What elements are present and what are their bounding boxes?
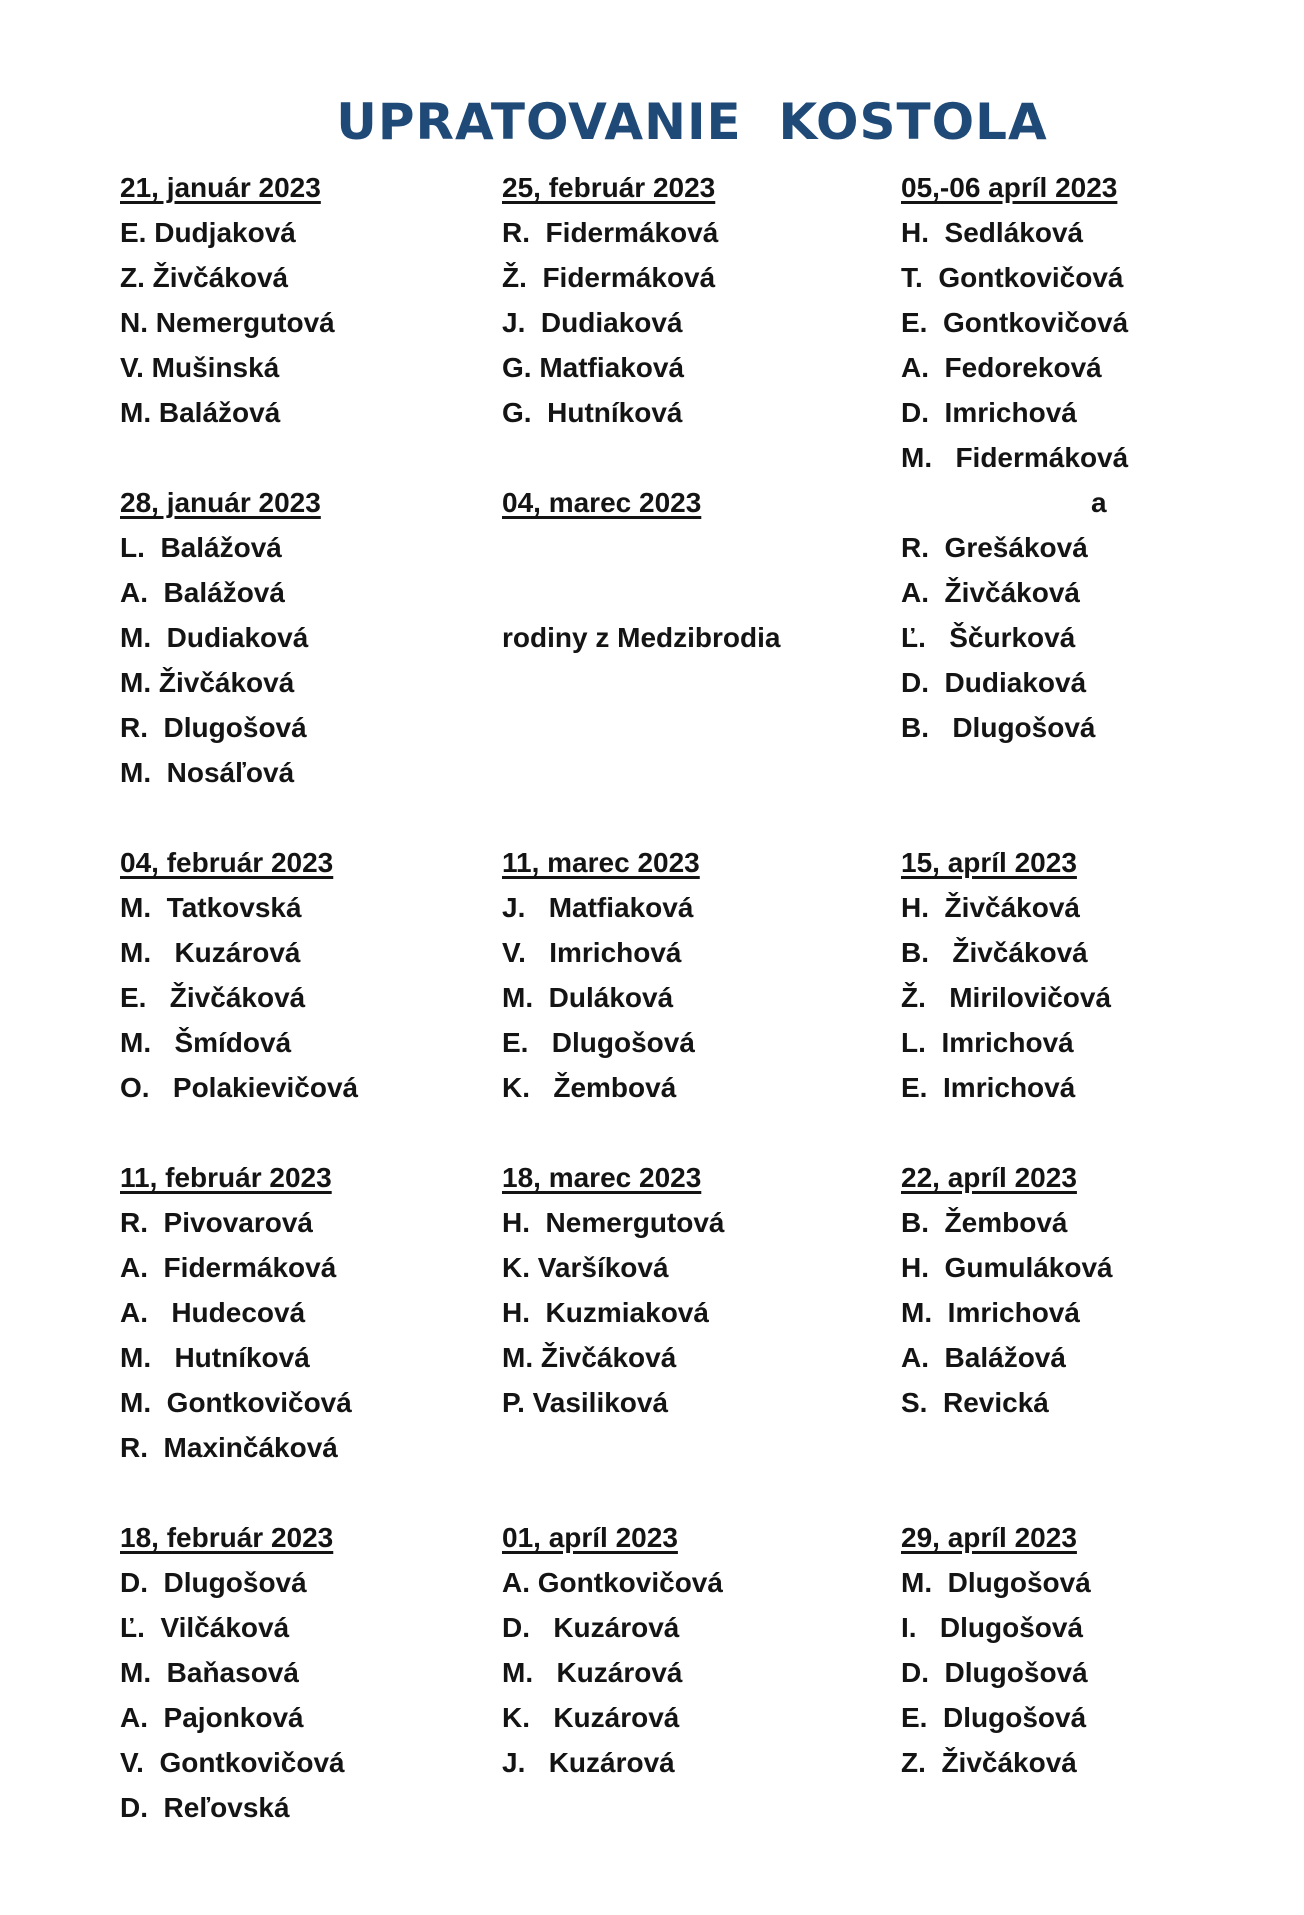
cleaner-name: M. Živčáková	[502, 1342, 677, 1373]
cleaner-name: A. Hudecová	[120, 1297, 306, 1328]
blank-line	[901, 750, 1128, 795]
schedule-date: 25, február 2023	[502, 172, 716, 203]
cleaner-name: B. Živčáková	[901, 937, 1088, 968]
schedule-date: 04, február 2023	[120, 847, 334, 878]
cleaner-name: M. Šmídová	[120, 1027, 292, 1058]
schedule-date: 18, február 2023	[120, 1522, 334, 1553]
cleaner-name: Ž. Fidermáková	[502, 262, 716, 293]
cleaner-name: M. Živčáková	[120, 667, 295, 698]
cleaner-name: L. Balážová	[120, 532, 282, 563]
blank-line	[502, 1425, 780, 1470]
cleaner-name: D. Kuzárová	[502, 1612, 680, 1643]
cleaner-name: M. Dudiaková	[120, 622, 309, 653]
cleaner-name: T. Gontkovičová	[901, 262, 1124, 293]
page-title: UPRATOVANIE KOSTOLA	[336, 93, 1048, 151]
schedule-date: 28, január 2023	[120, 487, 321, 518]
blank-line	[502, 705, 780, 750]
cleaner-name: H. Nemergutová	[502, 1207, 725, 1238]
cleaner-name: K. Žembová	[502, 1072, 677, 1103]
cleaner-name: S. Revická	[901, 1387, 1049, 1418]
cleaner-name: M. Nosáľová	[120, 757, 295, 788]
cleaner-name: N. Nemergutová	[120, 307, 335, 338]
cleaner-name: Ľ. Vilčáková	[120, 1612, 290, 1643]
conjunction: a	[1091, 487, 1107, 518]
cleaner-name: M. Hutníková	[120, 1342, 310, 1373]
cleaner-name: M. Tatkovská	[120, 892, 302, 923]
cleaner-name: Ľ. Ščurková	[901, 622, 1076, 653]
cleaner-name: V. Gontkovičová	[120, 1747, 345, 1778]
schedule-date: 15, apríl 2023	[901, 847, 1077, 878]
cleaner-name: D. Reľovská	[120, 1792, 290, 1823]
cleaner-name: R. Pivovarová	[120, 1207, 313, 1238]
cleaner-name: K. Kuzárová	[502, 1702, 680, 1733]
schedule-date: 21, január 2023	[120, 172, 321, 203]
cleaner-name: H. Živčáková	[901, 892, 1080, 923]
cleaner-name: M. Baňasová	[120, 1657, 299, 1688]
schedule-date: 11, marec 2023	[502, 847, 700, 878]
cleaner-name: O. Polakievičová	[120, 1072, 359, 1103]
cleaner-name: A. Gontkovičová	[502, 1567, 723, 1598]
cleaner-name: M. Duláková	[502, 982, 674, 1013]
blank-line	[901, 1425, 1128, 1470]
cleaner-name: Z. Živčáková	[120, 262, 289, 293]
cleaner-name: M. Fidermáková	[901, 442, 1129, 473]
schedule-date: 05,-06 apríl 2023	[901, 172, 1118, 203]
blank-line	[502, 525, 780, 570]
cleaner-name: rodiny z Medzibrodia	[502, 622, 781, 653]
cleaner-name: L. Imrichová	[901, 1027, 1074, 1058]
cleaner-name: Z. Živčáková	[901, 1747, 1077, 1778]
schedule-date: 11, február 2023	[120, 1162, 332, 1193]
cleaner-name: D. Dlugošová	[901, 1657, 1088, 1688]
blank-line	[120, 435, 358, 480]
cleaner-name: M. Kuzárová	[502, 1657, 683, 1688]
blank-line	[120, 795, 358, 840]
schedule-column-3	[901, 165, 1128, 1785]
cleaner-name: D. Imrichová	[901, 397, 1077, 428]
cleaner-name: M. Imrichová	[901, 1297, 1080, 1328]
cleaner-name: R. Fidermáková	[502, 217, 719, 248]
cleaner-name: G. Matfiaková	[502, 352, 685, 383]
schedule-date: 18, marec 2023	[502, 1162, 702, 1193]
blank-line	[901, 1110, 1128, 1155]
blank-line	[502, 570, 780, 615]
cleaner-name: A. Fidermáková	[120, 1252, 337, 1283]
schedule-date: 22, apríl 2023	[901, 1162, 1077, 1193]
cleaner-name: J. Kuzárová	[502, 1747, 675, 1778]
cleaner-name: M. Dlugošová	[901, 1567, 1091, 1598]
cleaner-name: V. Mušinská	[120, 352, 280, 383]
blank-line	[502, 750, 780, 795]
blank-line	[502, 435, 780, 480]
cleaner-name: R. Dlugošová	[120, 712, 307, 743]
cleaner-name: A. Balážová	[120, 577, 285, 608]
cleaner-name: E. Živčáková	[120, 982, 306, 1013]
cleaner-name: A. Balážová	[901, 1342, 1066, 1373]
schedule-date: 29, apríl 2023	[901, 1522, 1077, 1553]
blank-line	[901, 1470, 1128, 1515]
blank-line	[901, 795, 1128, 840]
cleaner-name: M. Gontkovičová	[120, 1387, 352, 1418]
cleaner-name: D. Dudiaková	[901, 667, 1087, 698]
schedule-column-1	[120, 165, 358, 1830]
cleaner-name: H. Kuzmiaková	[502, 1297, 709, 1328]
cleaner-name: G. Hutníková	[502, 397, 683, 428]
cleaner-name: R. Grešáková	[901, 532, 1088, 563]
cleaner-name: E. Dudjaková	[120, 217, 296, 248]
cleaner-name: E. Dlugošová	[901, 1702, 1087, 1733]
cleaner-name: K. Varšíková	[502, 1252, 669, 1283]
cleaner-name: I. Dlugošová	[901, 1612, 1084, 1643]
blank-line	[502, 660, 780, 705]
cleaner-name: A. Živčáková	[901, 577, 1080, 608]
blank-line	[120, 1110, 358, 1155]
cleaner-name: E. Gontkovičová	[901, 307, 1129, 338]
blank-line	[120, 1470, 358, 1515]
cleaner-name: D. Dlugošová	[120, 1567, 307, 1598]
schedule-date: 01, apríl 2023	[502, 1522, 678, 1553]
cleaner-name: V. Imrichová	[502, 937, 682, 968]
cleaner-name: A. Fedoreková	[901, 352, 1102, 383]
cleaner-name: B. Žembová	[901, 1207, 1068, 1238]
blank-line	[502, 1470, 780, 1515]
schedule-date: 04, marec 2023	[502, 487, 702, 518]
blank-line	[502, 1110, 780, 1155]
cleaner-name: Ž. Mirilovičová	[901, 982, 1112, 1013]
cleaner-name: B. Dlugošová	[901, 712, 1096, 743]
cleaner-name: H. Gumuláková	[901, 1252, 1113, 1283]
cleaner-name: R. Maxinčáková	[120, 1432, 338, 1463]
cleaner-name: A. Pajonková	[120, 1702, 304, 1733]
cleaner-name: J. Dudiaková	[502, 307, 683, 338]
cleaner-name: H. Sedláková	[901, 217, 1084, 248]
cleaner-name: E. Imrichová	[901, 1072, 1076, 1103]
cleaner-name: M. Balážová	[120, 397, 281, 428]
blank-line	[502, 795, 780, 840]
cleaner-name: E. Dlugošová	[502, 1027, 695, 1058]
cleaner-name: M. Kuzárová	[120, 937, 301, 968]
schedule-column-2	[502, 165, 780, 1785]
cleaner-name: J. Matfiaková	[502, 892, 694, 923]
cleaner-name: P. Vasiliková	[502, 1387, 669, 1418]
